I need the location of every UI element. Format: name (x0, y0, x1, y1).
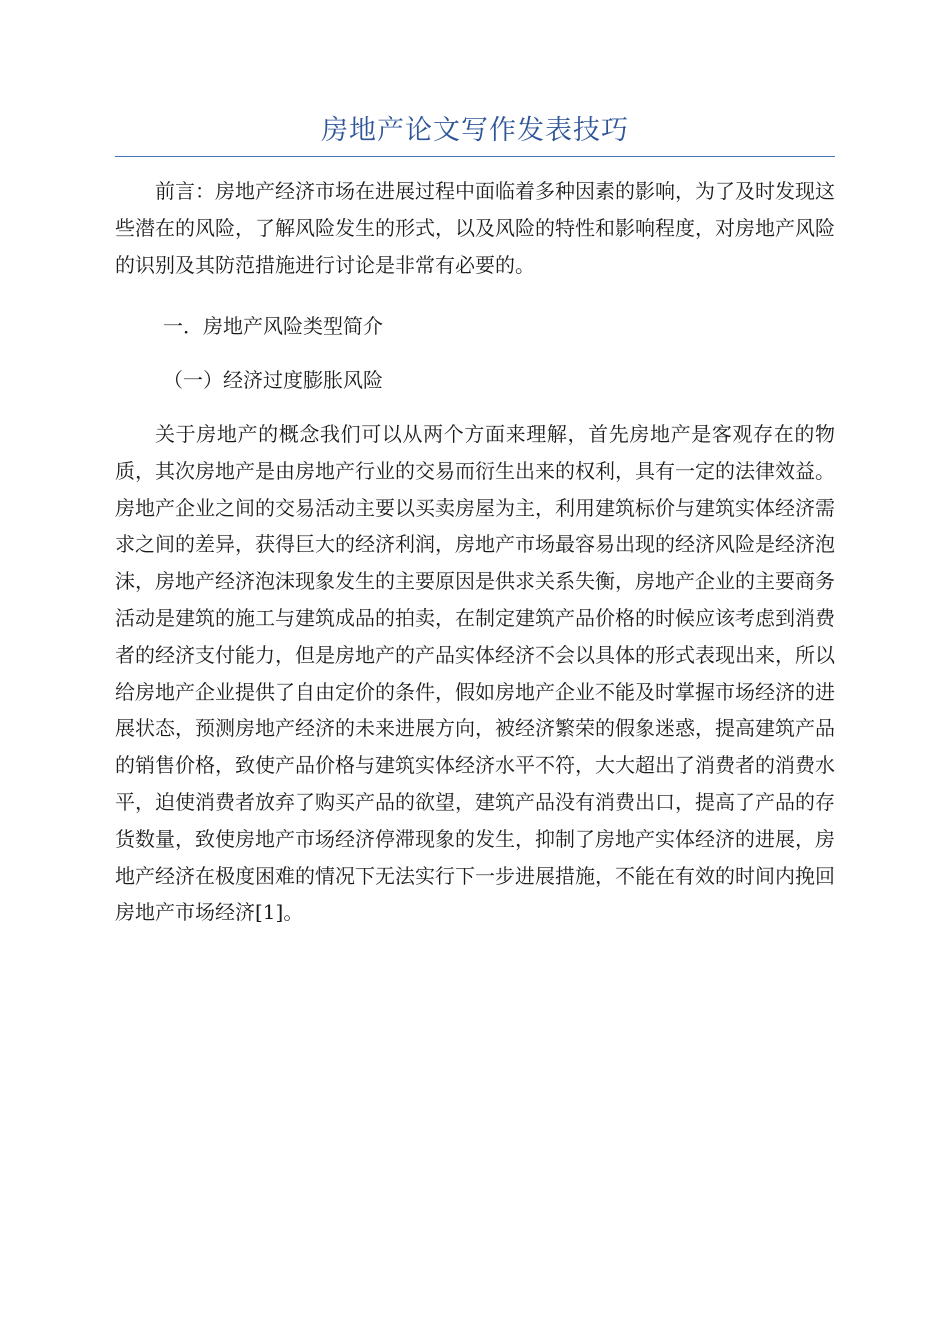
intro-paragraph: 前言：房地产经济市场在进展过程中面临着多种因素的影响，为了及时发现这些潜在的风险，了解风险发生的形式，以及风险的特性和影响程度，对房地产风险的识别及其防范措施进行讨论是非常有必要的。 (115, 179, 835, 277)
main-paragraph: 关于房地产的概念我们可以从两个方面来理解，首先房地产是客观存在的物质，其次房地产是由房地产行业的交易而衍生出来的权利，具有一定的法律效益。房地产企业之间的交易活动主要以买卖房屋为主，利用建筑标价与建筑实体经济需求之间的差异，获得巨大的经济利润，房地产市场最容易出现的经济风险是经济泡沫，房地产经济泡沫现象发生的主要原因是供求关系失衡，房地产企业的主要商务活动是建筑的施工与建筑成品的拍卖，在制定建筑产品价格的时候应该考虑到消费者的经济支付能力，但是房地产的产品实体经济不会以具体的形式表现出来，所以给房地产企业提供了自由定价的条件，假如房地产企业不能及时掌握市场经济的进展状态，预测房地产经济的未来进展方向，被经济繁荣的假象迷惑，提高建筑产品的销售价格，致使产品价格与建筑实体经济水平不符，大大超出了消费者的消费水平，迫使消费者放弃了购买产品的欲望，建筑产品没有消费出口，提高了产品的存货数量，致使房地产市场经济停滞现象的发生，抑制了房地产实体经济的进展，房地产经济在极度困难的情况下无法实行下一步进展措施，不能在有效的时间内挽回房地产市场经济[1]。 (115, 422, 835, 925)
document-title: 房地产论文写作发表技巧 (321, 115, 629, 146)
subsection-heading: （一）经济过度膨胀风险 (163, 368, 383, 392)
title-block (115, 110, 835, 157)
section-heading: 一．房地产风险类型简介 (163, 314, 383, 338)
